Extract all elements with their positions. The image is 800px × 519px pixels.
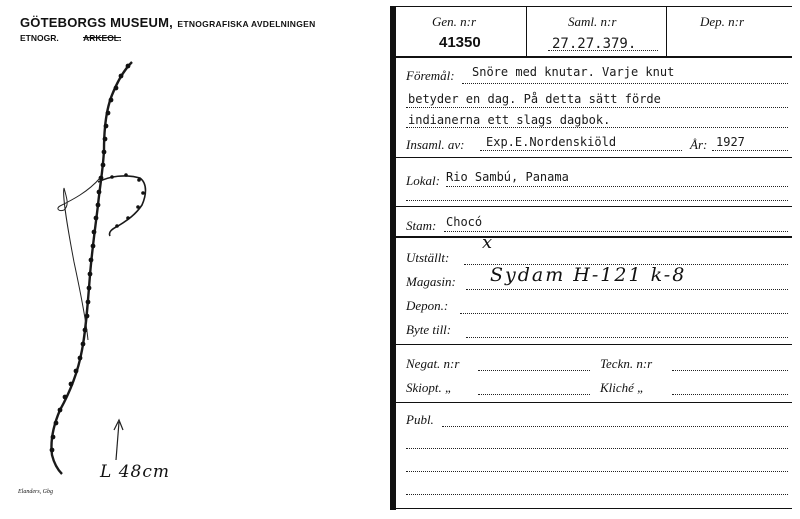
gen-value: 41350	[439, 34, 481, 51]
cord-main-strand	[51, 62, 132, 474]
stam-value: Chocó	[446, 215, 483, 229]
lokal-dots	[446, 186, 788, 187]
byte-label: Byte till:	[406, 322, 452, 337]
section-arkeol-struck: ARKEOL.	[83, 33, 122, 43]
section-border-4	[396, 344, 792, 345]
skiopt-dots	[478, 394, 590, 395]
utstallt-label: Utställt:	[406, 250, 450, 265]
magasin-dots	[466, 289, 788, 290]
depon-label: Depon.:	[406, 298, 449, 313]
ar-label: År:	[690, 137, 708, 152]
saml-dotline	[548, 50, 658, 51]
foremal-dots-2	[406, 107, 788, 108]
section-border-2	[396, 206, 792, 207]
gen-label: Gen. n:r	[432, 14, 477, 29]
depon-dots	[460, 313, 788, 314]
side-strand-knots	[110, 173, 145, 228]
kliche-label: Kliché „	[600, 380, 645, 395]
cord-thin-strand	[58, 178, 100, 340]
section-border-5	[396, 402, 792, 403]
header-bottom-border	[396, 56, 792, 58]
lokal-value: Rio Sambú, Panama	[446, 170, 569, 184]
lokal-dots-2	[406, 200, 788, 201]
magasin-value: Sydam H-121 k-8	[490, 264, 687, 286]
arrow-line	[116, 422, 119, 460]
publ-dots-2	[406, 448, 788, 449]
ar-dots	[712, 150, 788, 151]
publ-label: Publ.	[406, 412, 434, 427]
dep-label: Dep. n:r	[700, 14, 745, 29]
museum-name: GÖTEBORGS MUSEUM,	[20, 15, 173, 30]
negat-label: Negat. n:r	[406, 356, 460, 371]
foremal-line1: Snöre med knutar. Varje knut	[472, 65, 675, 79]
negat-dots	[478, 370, 590, 371]
publ-dots-1	[442, 426, 788, 427]
printer-mark: Elanders, Gbg	[18, 489, 53, 495]
cord-knots	[50, 64, 131, 453]
saml-label: Saml. n:r	[568, 14, 617, 29]
publ-dots-3	[406, 471, 788, 472]
publ-dots-4	[406, 494, 788, 495]
lokal-label: Lokal:	[406, 173, 440, 188]
stam-label: Stam:	[406, 218, 437, 233]
kliche-dots	[672, 394, 788, 395]
magasin-label: Magasin:	[406, 274, 456, 289]
form-top-border	[396, 6, 792, 7]
foremal-line2: betyder en dag. På detta sätt förde	[408, 92, 661, 106]
teckn-dots	[672, 370, 788, 371]
utstallt-mark: x	[482, 232, 495, 253]
section-border-3	[396, 236, 792, 238]
insaml-label: Insaml. av:	[406, 137, 465, 152]
byte-dots	[466, 337, 788, 338]
teckn-label: Teckn. n:r	[600, 356, 653, 371]
skiopt-label: Skiopt. „	[406, 380, 453, 395]
form-bottom-border	[396, 508, 792, 509]
header-sep-1	[526, 6, 527, 56]
section-border-1	[396, 157, 792, 158]
foremal-label: Föremål:	[406, 68, 455, 83]
insaml-dots	[480, 150, 682, 151]
department-name: ETNOGRAFISKA AVDELNINGEN	[177, 19, 316, 29]
stam-dots	[444, 231, 788, 232]
form-left-border	[390, 6, 396, 510]
foremal-dots-1	[462, 83, 788, 84]
foremal-dots-3	[406, 127, 788, 128]
foremal-line3: indianerna ett slags dagbok.	[408, 113, 611, 127]
section-etnogr: ETNOGR.	[20, 33, 59, 43]
ar-value: 1927	[716, 135, 745, 149]
header-sep-2	[666, 6, 667, 56]
saml-value: 27.27.379.	[552, 36, 637, 52]
length-note: L 48cm	[100, 462, 170, 482]
insaml-value: Exp.E.Nordenskiöld	[486, 135, 617, 149]
